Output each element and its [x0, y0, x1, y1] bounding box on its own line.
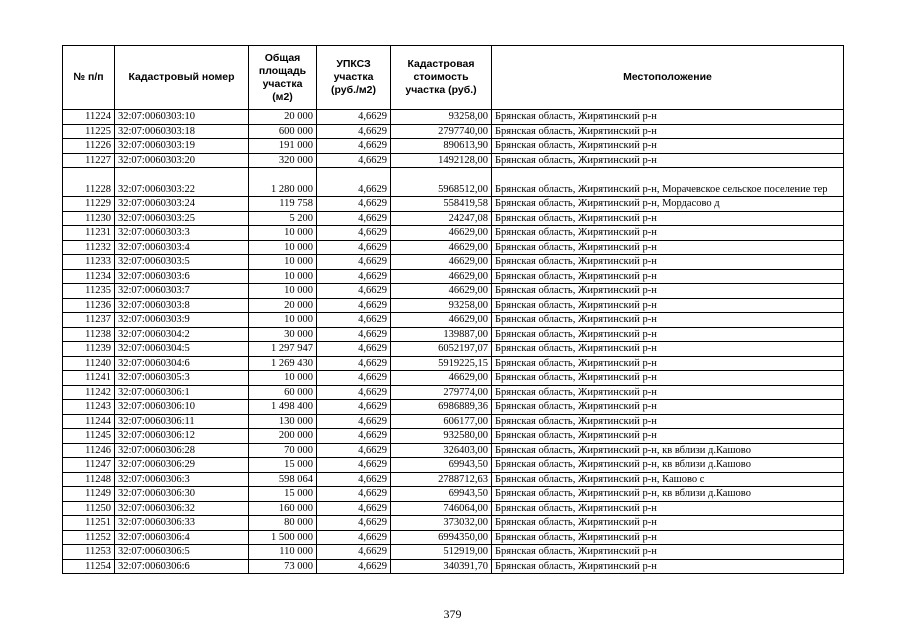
cell-rate: 4,6629	[317, 472, 391, 487]
cell-rate: 4,6629	[317, 342, 391, 357]
cell-area: 119 758	[249, 197, 317, 212]
cell-num: 11244	[63, 414, 115, 429]
cell-cadastral: 32:07:0060306:3	[115, 472, 249, 487]
cell-cost: 139887,00	[391, 327, 492, 342]
table-row	[63, 168, 844, 197]
cell-cost: 6994350,00	[391, 530, 492, 545]
cell-area: 1 500 000	[249, 530, 317, 545]
cell-cadastral: 32:07:0060304:2	[115, 327, 249, 342]
cell-num: 11240	[63, 356, 115, 371]
cell-area: 10 000	[249, 255, 317, 270]
cell-location: Брянская область, Жирятинский р-н	[492, 139, 844, 154]
cell-cost: 6986889,36	[391, 400, 492, 415]
table-row	[63, 327, 844, 342]
cell-location: Брянская область, Жирятинский р-н	[492, 501, 844, 516]
cell-cost: 606177,00	[391, 414, 492, 429]
cell-cost: 373032,00	[391, 516, 492, 531]
cell-cadastral: 32:07:0060303:7	[115, 284, 249, 299]
cell-area: 80 000	[249, 516, 317, 531]
table-header-row	[63, 46, 844, 110]
cell-cost: 46629,00	[391, 284, 492, 299]
cell-rate: 4,6629	[317, 255, 391, 270]
cell-area: 15 000	[249, 487, 317, 502]
cell-location: Брянская область, Жирятинский р-н, кв вблизи д.Кашово	[492, 443, 844, 458]
table-row	[63, 240, 844, 255]
page-number: 379	[443, 607, 462, 621]
cell-location: Брянская область, Жирятинский р-н	[492, 298, 844, 313]
cell-cost: 2797740,00	[391, 124, 492, 139]
cell-num: 11232	[63, 240, 115, 255]
table-row	[63, 414, 844, 429]
cell-rate: 4,6629	[317, 400, 391, 415]
cell-cadastral: 32:07:0060303:6	[115, 269, 249, 284]
table-row	[63, 226, 844, 241]
cell-rate: 4,6629	[317, 168, 391, 197]
cell-cadastral: 32:07:0060306:4	[115, 530, 249, 545]
cell-location: Брянская область, Жирятинский р-н	[492, 327, 844, 342]
table-row	[63, 255, 844, 270]
cell-cadastral: 32:07:0060305:3	[115, 371, 249, 386]
cell-rate: 4,6629	[317, 545, 391, 560]
table-row	[63, 139, 844, 154]
table-row	[63, 487, 844, 502]
cell-area: 1 498 400	[249, 400, 317, 415]
cell-cost: 46629,00	[391, 313, 492, 328]
cell-cost: 2788712,63	[391, 472, 492, 487]
header-cadastral: Кадастровый номер	[115, 46, 249, 110]
cell-cadastral: 32:07:0060306:10	[115, 400, 249, 415]
cell-cost: 46629,00	[391, 240, 492, 255]
cell-num: 11225	[63, 124, 115, 139]
cell-cadastral: 32:07:0060306:11	[115, 414, 249, 429]
table-row	[63, 124, 844, 139]
cell-cadastral: 32:07:0060303:8	[115, 298, 249, 313]
cell-location: Брянская область, Жирятинский р-н, Морачевское сельское поселение тер	[492, 168, 844, 197]
cell-rate: 4,6629	[317, 443, 391, 458]
table-row	[63, 385, 844, 400]
cell-cadastral: 32:07:0060303:25	[115, 211, 249, 226]
cell-num: 11231	[63, 226, 115, 241]
cell-location: Брянская область, Жирятинский р-н	[492, 371, 844, 386]
cell-cadastral: 32:07:0060303:19	[115, 139, 249, 154]
cell-area: 70 000	[249, 443, 317, 458]
cell-num: 11230	[63, 211, 115, 226]
cell-cost: 932580,00	[391, 429, 492, 444]
cell-location: Брянская область, Жирятинский р-н	[492, 226, 844, 241]
cell-num: 11246	[63, 443, 115, 458]
cell-cadastral: 32:07:0060306:33	[115, 516, 249, 531]
cell-rate: 4,6629	[317, 110, 391, 125]
cell-cadastral: 32:07:0060306:6	[115, 559, 249, 574]
table-row	[63, 342, 844, 357]
cell-cost: 326403,00	[391, 443, 492, 458]
cell-cadastral: 32:07:0060303:5	[115, 255, 249, 270]
cell-location: Брянская область, Жирятинский р-н	[492, 385, 844, 400]
cell-num: 11251	[63, 516, 115, 531]
cell-num: 11237	[63, 313, 115, 328]
table-body	[63, 110, 844, 574]
cell-cost: 558419,58	[391, 197, 492, 212]
cell-location: Брянская область, Жирятинский р-н	[492, 255, 844, 270]
table-row	[63, 516, 844, 531]
cell-cost: 46629,00	[391, 255, 492, 270]
cell-location: Брянская область, Жирятинский р-н	[492, 269, 844, 284]
cell-area: 110 000	[249, 545, 317, 560]
cell-cadastral: 32:07:0060306:30	[115, 487, 249, 502]
cell-rate: 4,6629	[317, 501, 391, 516]
cell-rate: 4,6629	[317, 269, 391, 284]
cell-area: 1 297 947	[249, 342, 317, 357]
table-row	[63, 298, 844, 313]
cell-num: 11249	[63, 487, 115, 502]
cell-rate: 4,6629	[317, 153, 391, 168]
cell-location: Брянская область, Жирятинский р-н	[492, 516, 844, 531]
table-row	[63, 443, 844, 458]
header-location: Местоположение	[492, 46, 844, 110]
cell-rate: 4,6629	[317, 284, 391, 299]
cell-rate: 4,6629	[317, 559, 391, 574]
table-row	[63, 429, 844, 444]
cell-area: 598 064	[249, 472, 317, 487]
table-row	[63, 356, 844, 371]
cell-num: 11239	[63, 342, 115, 357]
cell-rate: 4,6629	[317, 139, 391, 154]
header-rate: УПКСЗ участка (руб./м2)	[317, 46, 391, 110]
cell-num: 11252	[63, 530, 115, 545]
cell-area: 10 000	[249, 269, 317, 284]
table-row	[63, 153, 844, 168]
cell-num: 11241	[63, 371, 115, 386]
cell-location: Брянская область, Жирятинский р-н	[492, 400, 844, 415]
cell-location: Брянская область, Жирятинский р-н	[492, 429, 844, 444]
header-area: Общая площадь участка (м2)	[249, 46, 317, 110]
cell-num: 11224	[63, 110, 115, 125]
cell-cost: 46629,00	[391, 269, 492, 284]
cell-rate: 4,6629	[317, 516, 391, 531]
cell-rate: 4,6629	[317, 487, 391, 502]
cell-num: 11226	[63, 139, 115, 154]
cell-area: 10 000	[249, 284, 317, 299]
cell-rate: 4,6629	[317, 313, 391, 328]
cell-location: Брянская область, Жирятинский р-н	[492, 559, 844, 574]
cell-cadastral: 32:07:0060303:18	[115, 124, 249, 139]
cell-location: Брянская область, Жирятинский р-н, Мордасово д	[492, 197, 844, 212]
cell-area: 60 000	[249, 385, 317, 400]
cell-cost: 890613,90	[391, 139, 492, 154]
cell-cost: 1492128,00	[391, 153, 492, 168]
cell-cadastral: 32:07:0060306:29	[115, 458, 249, 473]
cell-location: Брянская область, Жирятинский р-н	[492, 211, 844, 226]
cell-rate: 4,6629	[317, 211, 391, 226]
cell-rate: 4,6629	[317, 298, 391, 313]
table-row	[63, 211, 844, 226]
cell-num: 11228	[63, 168, 115, 197]
cell-rate: 4,6629	[317, 226, 391, 241]
table-row	[63, 284, 844, 299]
cell-cadastral: 32:07:0060304:5	[115, 342, 249, 357]
cell-area: 320 000	[249, 153, 317, 168]
cell-area: 130 000	[249, 414, 317, 429]
cell-cost: 512919,00	[391, 545, 492, 560]
cell-area: 10 000	[249, 226, 317, 241]
cell-area: 73 000	[249, 559, 317, 574]
cell-rate: 4,6629	[317, 429, 391, 444]
table-row	[63, 530, 844, 545]
cell-cadastral: 32:07:0060303:3	[115, 226, 249, 241]
cell-cost: 46629,00	[391, 371, 492, 386]
table-row	[63, 371, 844, 386]
cadastral-table	[62, 45, 844, 574]
cell-location: Брянская область, Жирятинский р-н, кв вблизи д.Кашово	[492, 487, 844, 502]
cell-rate: 4,6629	[317, 458, 391, 473]
cell-location: Брянская область, Жирятинский р-н	[492, 530, 844, 545]
cell-cadastral: 32:07:0060303:24	[115, 197, 249, 212]
cell-cadastral: 32:07:0060303:9	[115, 313, 249, 328]
cell-rate: 4,6629	[317, 371, 391, 386]
cell-rate: 4,6629	[317, 414, 391, 429]
cell-rate: 4,6629	[317, 240, 391, 255]
cell-cost: 340391,70	[391, 559, 492, 574]
cell-cost: 5919225,15	[391, 356, 492, 371]
cell-cost: 6052197,07	[391, 342, 492, 357]
cell-location: Брянская область, Жирятинский р-н	[492, 110, 844, 125]
cell-cadastral: 32:07:0060303:20	[115, 153, 249, 168]
cell-area: 5 200	[249, 211, 317, 226]
table-row	[63, 313, 844, 328]
cell-cost: 69943,50	[391, 458, 492, 473]
cell-location: Брянская область, Жирятинский р-н	[492, 284, 844, 299]
cell-cost: 279774,00	[391, 385, 492, 400]
cell-num: 11234	[63, 269, 115, 284]
cell-rate: 4,6629	[317, 124, 391, 139]
cell-rate: 4,6629	[317, 385, 391, 400]
cell-cadastral: 32:07:0060306:1	[115, 385, 249, 400]
cell-rate: 4,6629	[317, 356, 391, 371]
cell-area: 600 000	[249, 124, 317, 139]
cell-num: 11227	[63, 153, 115, 168]
cell-location: Брянская область, Жирятинский р-н	[492, 240, 844, 255]
cell-location: Брянская область, Жирятинский р-н	[492, 342, 844, 357]
cell-area: 10 000	[249, 313, 317, 328]
cell-num: 11250	[63, 501, 115, 516]
cell-cadastral: 32:07:0060306:28	[115, 443, 249, 458]
cell-area: 10 000	[249, 240, 317, 255]
cell-rate: 4,6629	[317, 530, 391, 545]
cell-location: Брянская область, Жирятинский р-н	[492, 414, 844, 429]
cell-rate: 4,6629	[317, 197, 391, 212]
cell-num: 11229	[63, 197, 115, 212]
cell-location: Брянская область, Жирятинский р-н, Кашово с	[492, 472, 844, 487]
cell-num: 11253	[63, 545, 115, 560]
cell-location: Брянская область, Жирятинский р-н	[492, 153, 844, 168]
cell-cost: 93258,00	[391, 298, 492, 313]
cell-num: 11238	[63, 327, 115, 342]
cell-area: 1 269 430	[249, 356, 317, 371]
table-row	[63, 458, 844, 473]
cell-location: Брянская область, Жирятинский р-н, кв вблизи д.Кашово	[492, 458, 844, 473]
cell-area: 1 280 000	[249, 168, 317, 197]
cell-location: Брянская область, Жирятинский р-н	[492, 356, 844, 371]
cell-num: 11247	[63, 458, 115, 473]
cell-cadastral: 32:07:0060303:4	[115, 240, 249, 255]
table-row	[63, 545, 844, 560]
cell-cadastral: 32:07:0060306:5	[115, 545, 249, 560]
table-row	[63, 472, 844, 487]
cell-location: Брянская область, Жирятинский р-н	[492, 124, 844, 139]
table-row	[63, 110, 844, 125]
cell-cadastral: 32:07:0060306:12	[115, 429, 249, 444]
cell-area: 191 000	[249, 139, 317, 154]
cell-location: Брянская область, Жирятинский р-н	[492, 313, 844, 328]
table-row	[63, 559, 844, 574]
cell-num: 11254	[63, 559, 115, 574]
cell-cost: 93258,00	[391, 110, 492, 125]
cell-cost: 46629,00	[391, 226, 492, 241]
cell-area: 160 000	[249, 501, 317, 516]
cell-cadastral: 32:07:0060303:10	[115, 110, 249, 125]
cell-num: 11248	[63, 472, 115, 487]
cell-num: 11242	[63, 385, 115, 400]
cell-area: 15 000	[249, 458, 317, 473]
cell-area: 10 000	[249, 371, 317, 386]
cell-num: 11233	[63, 255, 115, 270]
cell-area: 20 000	[249, 110, 317, 125]
cell-cadastral: 32:07:0060303:22	[115, 168, 249, 197]
cell-area: 30 000	[249, 327, 317, 342]
cell-cost: 69943,50	[391, 487, 492, 502]
cell-cost: 24247,08	[391, 211, 492, 226]
cell-num: 11243	[63, 400, 115, 415]
cell-location: Брянская область, Жирятинский р-н	[492, 545, 844, 560]
header-num: № п/п	[63, 46, 115, 110]
cell-cost: 746064,00	[391, 501, 492, 516]
cell-cost: 5968512,00	[391, 168, 492, 197]
cell-cadastral: 32:07:0060306:32	[115, 501, 249, 516]
cell-area: 20 000	[249, 298, 317, 313]
cell-num: 11235	[63, 284, 115, 299]
header-cost: Кадастровая стоимость участка (руб.)	[391, 46, 492, 110]
cell-cadastral: 32:07:0060304:6	[115, 356, 249, 371]
cell-area: 200 000	[249, 429, 317, 444]
table-row	[63, 197, 844, 212]
table-row	[63, 269, 844, 284]
table-row	[63, 501, 844, 516]
table-row	[63, 400, 844, 415]
cell-num: 11236	[63, 298, 115, 313]
cell-num: 11245	[63, 429, 115, 444]
cell-rate: 4,6629	[317, 327, 391, 342]
